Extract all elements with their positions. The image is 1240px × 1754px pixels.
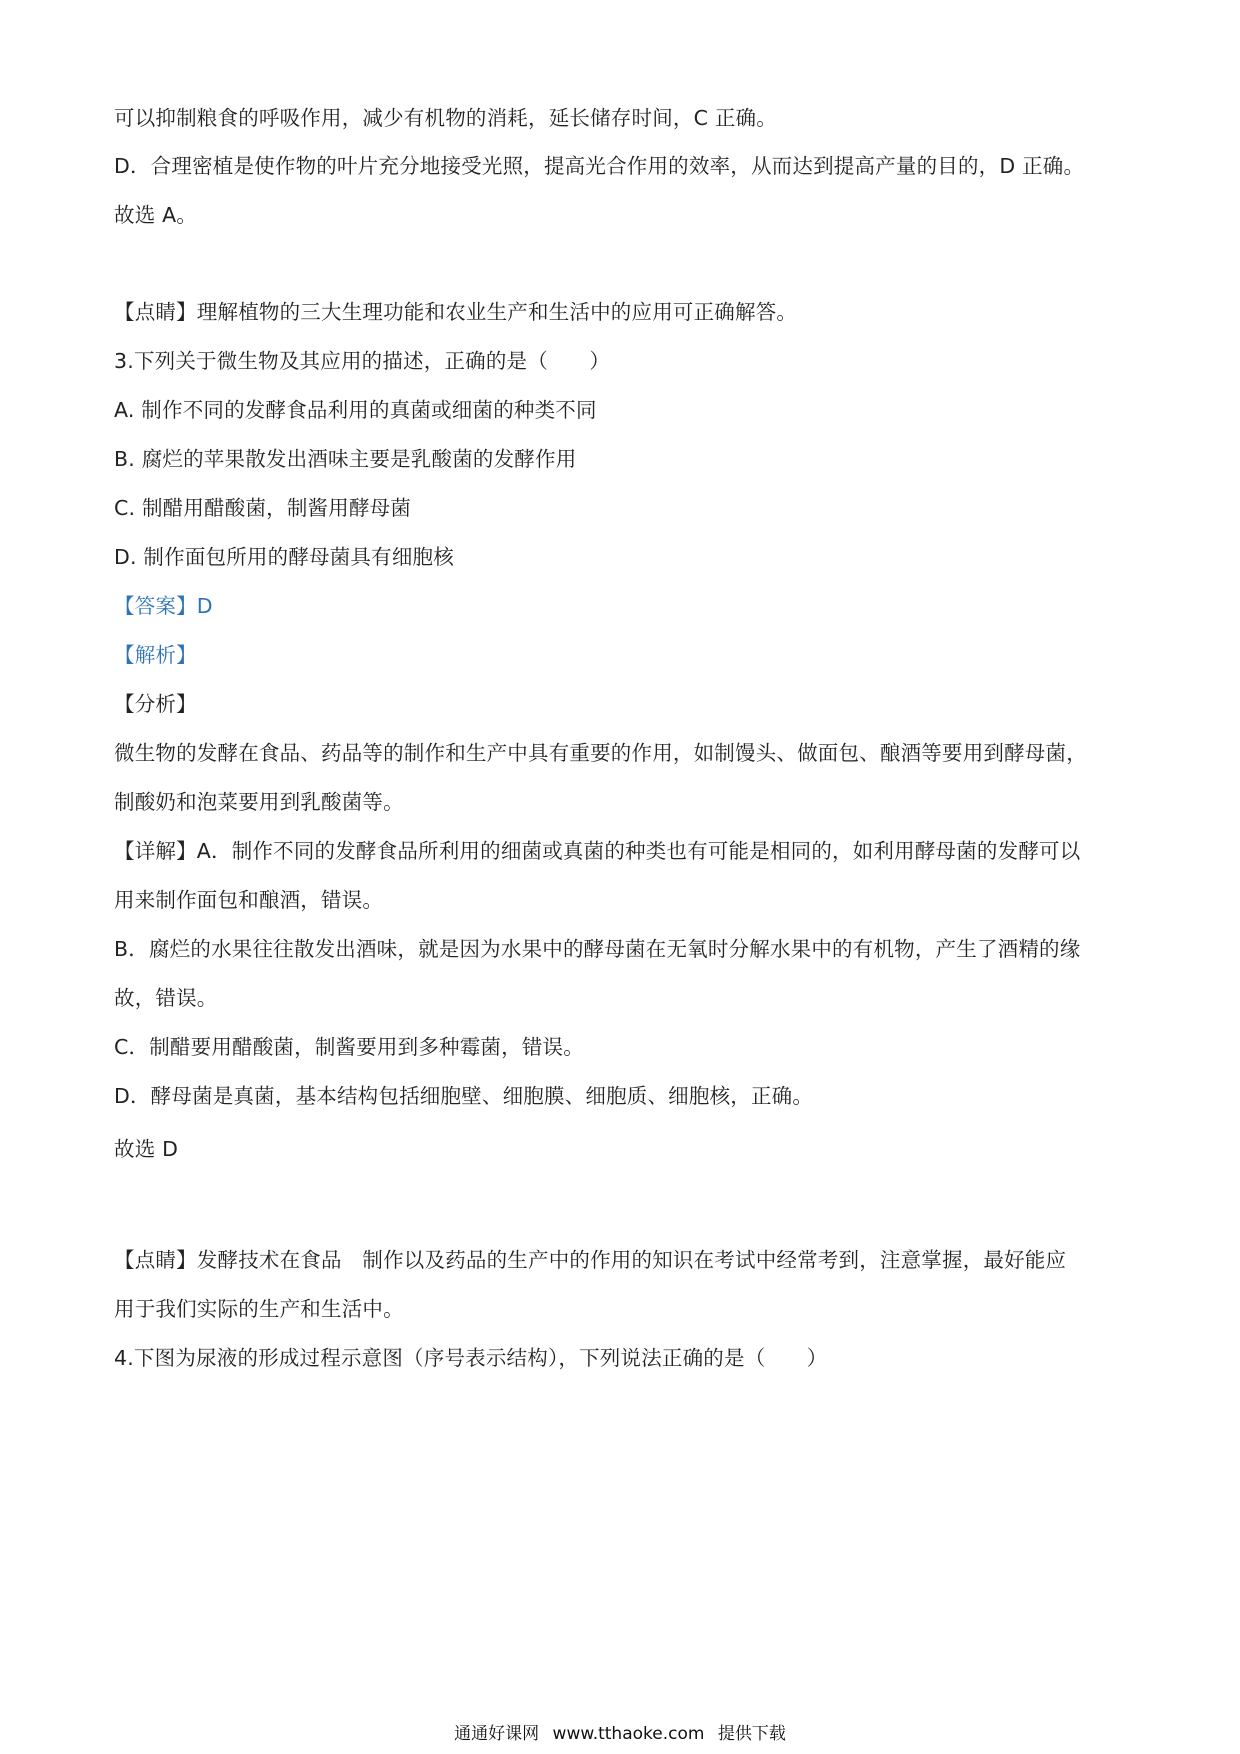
option-a: A. 制作不同的发酵食品利用的真菌或细菌的种类不同	[114, 398, 597, 422]
option-d: D. 制作面包所用的酵母菌具有细胞核	[114, 545, 454, 569]
detail-b-2: 故，错误。	[114, 986, 218, 1010]
analysis-text-1: 微生物的发酵在食品、药品等的制作和生产中具有重要的作用，如制馒头、做面包、酿酒等要用到酵母菌，	[114, 741, 1087, 765]
analysis-subheading: 【分析】	[114, 692, 197, 716]
note-line: 【点睛】理解植物的三大生理功能和农业生产和生活中的应用可正确解答。	[114, 300, 798, 324]
detail-a-1: 【详解】A．制作不同的发酵食品所利用的细菌或真菌的种类也有可能是相同的，如利用酵母菌的发酵可以	[114, 839, 1081, 863]
detail-c: C．制醋要用醋酸菌，制酱要用到多种霉菌，错误。	[114, 1035, 584, 1059]
text-line-3: 故选 A。	[114, 203, 198, 227]
footer-site-name: 通通好课网	[454, 1724, 540, 1744]
footer-url: www.tthaoke.com	[552, 1724, 705, 1744]
text-line-1: 可以抑制粮食的呼吸作用，减少有机物的消耗，延长储存时间，C 正确。	[114, 106, 777, 130]
footer-note: 提供下载	[717, 1724, 786, 1744]
analysis-text-2: 制酸奶和泡菜要用到乳酸菌等。	[114, 790, 404, 814]
detail-d: D．酵母菌是真菌，基本结构包括细胞壁、细胞膜、细胞质、细胞核，正确。	[114, 1084, 814, 1108]
question-3-title: 3.下列关于微生物及其应用的描述，正确的是（ ）	[114, 349, 611, 373]
page-footer	[0, 1722, 1240, 1746]
detail-b-1: B．腐烂的水果往往散发出酒味，就是因为水果中的酵母菌在无氧时分解水果中的有机物，产生了酒精的缘	[114, 937, 1081, 961]
answer-line: 【答案】D	[114, 594, 213, 618]
option-b: B. 腐烂的苹果散发出酒味主要是乳酸菌的发酵作用	[114, 447, 577, 471]
summary-line-2: 用于我们实际的生产和生活中。	[114, 1297, 404, 1321]
summary-line-1: 【点睛】发酵技术在食品 制作以及药品的生产中的作用的知识在考试中经常考到，注意掌握，最好能应	[114, 1248, 1067, 1272]
analysis-heading: 【解析】	[114, 643, 197, 667]
choose-d: 故选 D	[114, 1137, 179, 1161]
option-c: C. 制醋用醋酸菌，制酱用酵母菌	[114, 496, 412, 520]
text-line-2: D．合理密植是使作物的叶片充分地接受光照，提高光合作用的效率，从而达到提高产量的目的，D 正确。	[114, 154, 1085, 178]
detail-a-2: 用来制作面包和酿酒，错误。	[114, 888, 384, 912]
question-4-title: 4.下图为尿液的形成过程示意图（序号表示结构），下列说法正确的是（ ）	[114, 1346, 828, 1370]
